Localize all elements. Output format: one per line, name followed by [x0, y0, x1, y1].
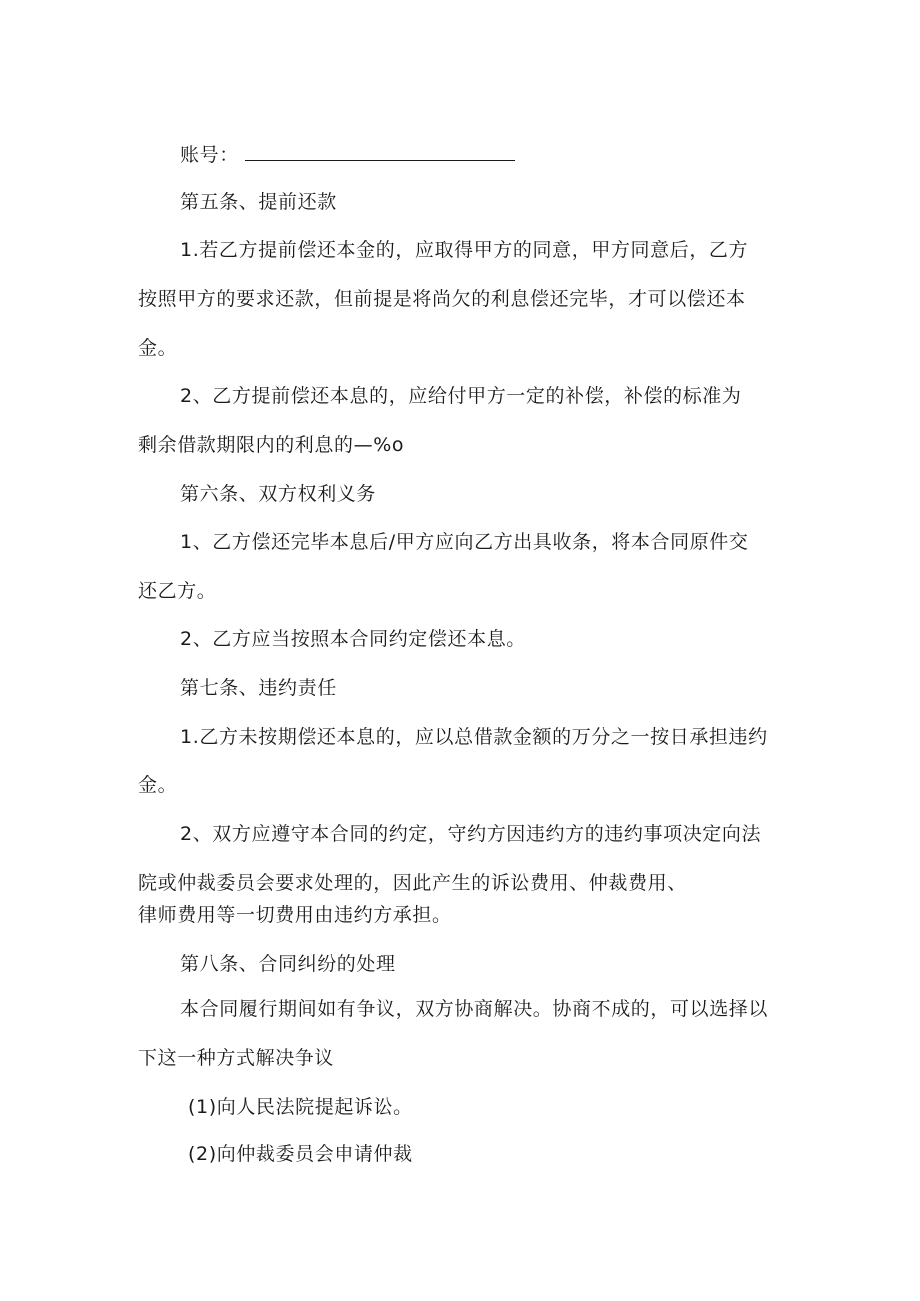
article5-title: 第五条、提前还款 — [180, 191, 337, 213]
account-label: 账号： — [180, 144, 239, 166]
article6-item1-line2: 还乙方。 — [138, 580, 217, 602]
article8-option2: (2)向仲裁委员会申请仲裁 — [188, 1143, 413, 1165]
article8-body-line2: 下这一种方式解决争议 — [138, 1047, 335, 1069]
article7-item1-line2: 金。 — [138, 774, 178, 796]
article6-item2-line1: 2、乙方应当按照本合同约定偿还本息。 — [180, 628, 526, 650]
article8-body-line1: 本合同履行期间如有争议，双方协商解决。协商不成的，可以选择以 — [180, 998, 769, 1020]
article5-item1-line1: 1.若乙方提前偿还本金的，应取得甲方的同意，甲方同意后，乙方 — [180, 239, 749, 261]
article5-item1-line3: 金。 — [138, 337, 178, 359]
article7-item2-line3: 律师费用等一切费用由违约方承担。 — [138, 904, 452, 926]
article6-title: 第六条、双方权利义务 — [180, 483, 377, 505]
article7-title: 第七条、违约责任 — [180, 677, 337, 699]
article7-item2-line2: 院或仲裁委员会要求处理的，因此产生的诉讼费用、仲裁费用、 — [138, 872, 687, 894]
article5-item2-line2: 剩余借款期限内的利息的—%o — [138, 434, 405, 456]
article5-item2-line1: 2、乙方提前偿还本息的，应给付甲方一定的补偿，补偿的标准为 — [180, 385, 742, 407]
account-blank — [245, 142, 515, 161]
article5-item1-line2: 按照甲方的要求还款，但前提是将尚欠的利息偿还完毕，才可以偿还本 — [138, 288, 746, 310]
article8-option1: (1)向人民法院提起诉讼。 — [188, 1096, 413, 1118]
account-line — [180, 142, 515, 168]
article7-item1-line1: 1.乙方未按期偿还本息的，应以总借款金额的万分之一按日承担违约 — [180, 726, 768, 748]
article8-title: 第八条、合同纠纷的处理 — [180, 953, 396, 975]
article6-item1-line1: 1、乙方偿还完毕本息后/甲方应向乙方出具收条，将本合同原件交 — [180, 531, 749, 553]
article7-item2-line1: 2、双方应遵守本合同的约定，守约方因违约方的违约事项决定向法 — [180, 823, 762, 845]
